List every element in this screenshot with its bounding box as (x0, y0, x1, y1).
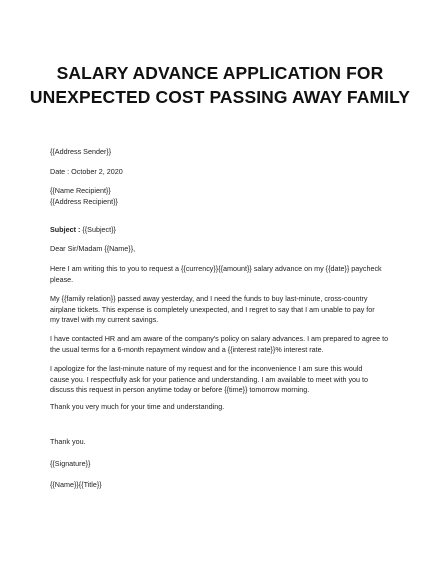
document-title-line-2: UNEXPECTED COST PASSING AWAY FAMILY (29, 87, 411, 107)
paragraph-line: the usual terms for a 6-month repayment window and a {{interest rate}}% interest rate. (50, 344, 324, 354)
recipient-address: {{Address Recipient}} (50, 196, 118, 206)
sender-address: {{Address Sender}} (50, 147, 112, 156)
subject-label: Subject : (50, 225, 81, 234)
paragraph-line: airplane tickets. This expense is completely unexpected, and I regret to say that I am unable to pay for (50, 304, 375, 314)
paragraph-4 (50, 364, 400, 396)
paragraph-1 (50, 264, 400, 285)
signature-placeholder: {{Signature}} (50, 459, 91, 468)
closing: Thank you. (50, 437, 86, 446)
paragraph-line: discuss this request in person anytime today or before {{time}} tomorrow morning. (50, 385, 310, 394)
paragraph-line: Here I am writing this to you to request a {{currency}}{{amount}} salary advance on my {{date}} paycheck (50, 264, 382, 273)
name-title-placeholder: {{Name}}{{Title}} (50, 480, 102, 489)
paragraph-5: Thank you very much for your time and understanding. (50, 402, 225, 411)
letter-date: Date : October 2, 2020 (50, 167, 123, 176)
recipient-name: {{Name Recipient}} (50, 186, 111, 195)
paragraph-line: cause you. I respectfully ask for your patience and understanding. I am available to meet with you to (50, 374, 369, 384)
subject-line (50, 225, 400, 236)
document-title-line-1: SALARY ADVANCE APPLICATION FOR (56, 63, 384, 83)
paragraph-line: I apologize for the last-minute nature of my request and for the inconvenience I am sure this would (50, 364, 363, 373)
paragraph-2 (50, 294, 400, 326)
paragraph-line: please. (50, 274, 74, 284)
paragraph-line: My {{family relation}} passed away yesterday, and I need the funds to buy last-minute, cross-country (50, 294, 368, 303)
salutation: Dear Sir/Madam {{Name}}, (50, 244, 136, 253)
paragraph-3 (50, 334, 400, 355)
paragraph-line: I have contacted HR and am aware of the company's policy on salary advances. I am prepared to agree to (50, 334, 389, 343)
subject-value: {{Subject}} (80, 225, 116, 234)
paragraph-line: my travel with my current savings. (50, 315, 159, 324)
recipient-block (50, 186, 400, 207)
